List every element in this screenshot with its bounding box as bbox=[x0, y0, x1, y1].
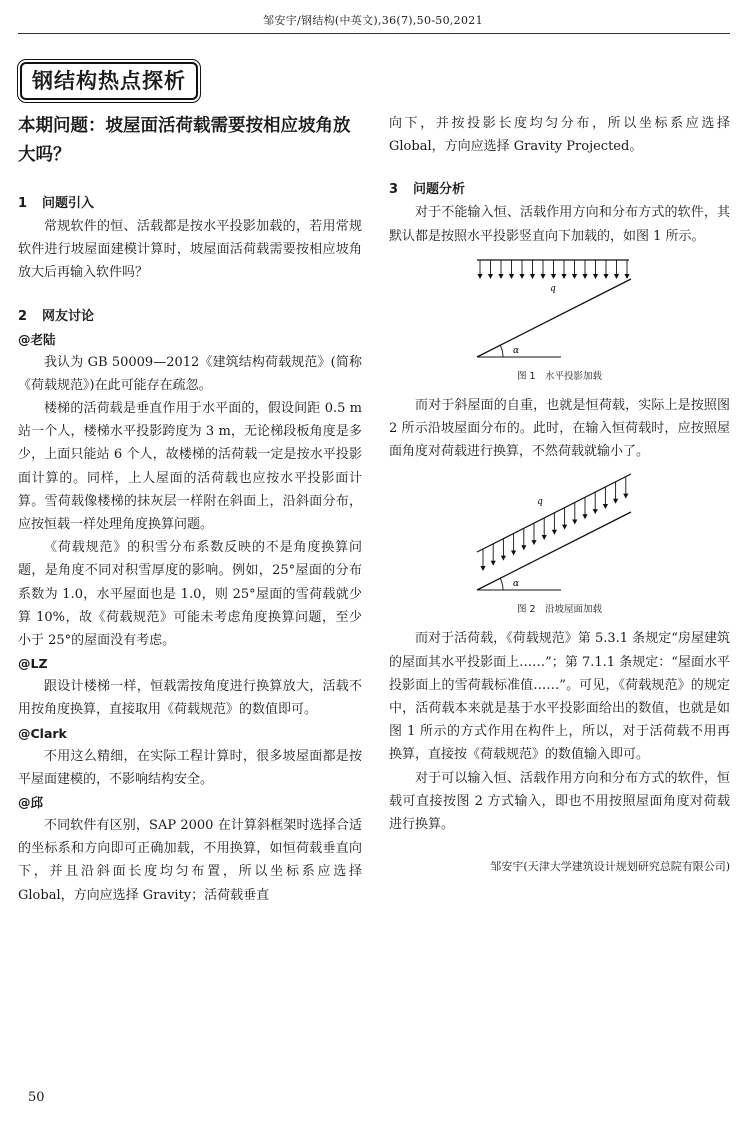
clark-paragraph: 不用这么精细，在实际工程计算时，很多坡屋面都是按平屋面建模的，不影响结构安全。 bbox=[18, 748, 362, 787]
section-3-number: 3 bbox=[389, 182, 399, 198]
section-1-paragraph: 常规软件的恒、活载都是按水平投影加载的，若用常规软件进行坡屋面建模计算时，坡屋面活荷载需要按相应坡角放大后再输入软件吗？ bbox=[18, 219, 362, 281]
running-header: 邹安宇/钢结构(中英文),36(7),50-50,2021 bbox=[263, 14, 483, 27]
load-arrow-head bbox=[613, 274, 618, 279]
section-1-number: 1 bbox=[18, 196, 28, 211]
load-arrow-head bbox=[477, 274, 482, 279]
load-arrow-head bbox=[508, 274, 513, 279]
angle-alpha-label: α bbox=[512, 345, 519, 356]
page-number: 50 bbox=[28, 1090, 45, 1105]
laolu-paragraph-3: 《荷载规范》的积雪分布系数反映的不是角度换算问题，是角度不同对积雪厚度的影响。例如，25°屋面的分布系数为 1.0，水平屋面也是 1.0，则 25°屋面的雪荷载就少算 10%，故《荷载规范》可能未考虑角度换算问题，至少小于 25°的屋面没有考虑。 bbox=[18, 540, 362, 649]
load-arrow-head bbox=[540, 274, 545, 279]
load-arrow-head bbox=[480, 566, 485, 571]
right-column bbox=[389, 112, 730, 876]
section-2-heading bbox=[18, 305, 362, 328]
load-arrow-head bbox=[487, 274, 492, 279]
angle-arc bbox=[500, 345, 503, 357]
section-1-title: 问题引入 bbox=[42, 196, 95, 211]
load-arrow-head bbox=[521, 546, 526, 551]
laolu-paragraph-1: 我认为 GB 50009—2012《建筑结构荷载规范》(简称《荷载规范》)在此可能存在疏忽。 bbox=[18, 354, 362, 393]
load-arrow-head bbox=[500, 556, 505, 561]
load-arrow-head bbox=[582, 515, 587, 520]
load-arrow-head bbox=[550, 274, 555, 279]
figure-2 bbox=[389, 472, 730, 618]
load-arrow-head bbox=[519, 274, 524, 279]
load-arrow-head bbox=[602, 504, 607, 509]
section-3-paragraph-1: 对于不能输入恒、活载作用方向和分布方式的软件，其默认都是按照水平投影竖直向下加载的，如图 1 所示。 bbox=[389, 205, 730, 244]
figure-1-caption: 图 1 水平投影加载 bbox=[516, 370, 603, 382]
laolu-paragraph-2: 楼梯的活荷载是垂直作用于水平面的，假设间距 0.5 m 站一个人，楼梯水平投影跨度为 3 m，无论梯段板角度是多少，上面只能站 6 个人，故楼梯的活荷载一定是按水平投影面计算的。同样，上人屋面的活荷载也应按水平投影面计算。雪荷载像楼梯的抹灰层一样附在斜面上，沿斜面分布，应按恒载一样处理角度换算问题。 bbox=[18, 401, 362, 533]
angle-alpha-label: α bbox=[512, 579, 519, 590]
load-arrow-head bbox=[511, 551, 516, 556]
article-title: 本期问题：坡屋面活荷载需要按相应坡角放大吗？ bbox=[18, 116, 351, 165]
section-1-heading bbox=[18, 192, 362, 215]
header-rule bbox=[18, 33, 730, 34]
section-3-paragraph-4: 对于可以输入恒、活载作用方向和分布方式的软件，恒载可直接按图 2 方式输入，即也不用按照屋面角度对荷载进行换算。 bbox=[389, 770, 730, 833]
load-arrow-head bbox=[582, 274, 587, 279]
figure-2-diagram bbox=[475, 472, 645, 600]
load-arrow-head bbox=[592, 274, 597, 279]
commenter-qiu: @邱 bbox=[18, 795, 44, 811]
qiu-paragraph: 不同软件有区别，SAP 2000 在计算斜框架时选择合适的坐标系和方向即可正确加载，不用换算，如恒荷载垂直向下，并且沿斜面长度均匀布置，所以坐标系应选择 Global，方向应选择 Gravity；活荷载垂直 bbox=[18, 818, 362, 903]
qiu-paragraph-continued: 向下，并按投影长度均匀分布，所以坐标系应选择 Global，方向应选择 Gravity Projected。 bbox=[389, 116, 730, 155]
figure-1-diagram bbox=[475, 257, 645, 367]
section-3-title: 问题分析 bbox=[413, 182, 466, 198]
load-arrow-head bbox=[541, 535, 546, 540]
load-q-label: q bbox=[549, 283, 556, 294]
load-arrow-head bbox=[490, 561, 495, 566]
author-affiliation: 邹安宇(天津大学建筑设计规划研究总院有限公司) bbox=[490, 860, 730, 874]
load-arrows bbox=[477, 260, 629, 279]
left-column bbox=[18, 112, 362, 907]
load-q-label: q bbox=[536, 497, 543, 508]
load-arrow-head bbox=[551, 530, 556, 535]
figure-2-caption: 图 2 沿坡屋面加载 bbox=[516, 604, 603, 616]
load-arrow-head bbox=[531, 541, 536, 546]
section-2-number: 2 bbox=[18, 308, 28, 324]
commenter-laolu: @老陆 bbox=[18, 331, 56, 347]
load-arrow-head bbox=[624, 274, 629, 279]
load-arrow-head bbox=[571, 274, 576, 279]
load-arrow-head bbox=[562, 525, 567, 530]
load-arrow-head bbox=[623, 494, 628, 499]
load-arrow-head bbox=[613, 499, 618, 504]
section-3-paragraph-3: 而对于活荷载，《荷载规范》第 5.3.1 条规定“房屋建筑的屋面其水平投影面上……”；第 7.1.1 条规定：“屋面水平投影面上的雪荷载标准值……”。可见，《荷载规范》的规定中，活荷载本来就是基于水平投影面给出的数值，也就是如图 1 所示的方式作用在构件上，所以，对于活荷载不用再换算，直接按《荷载规范》的数值输入即可。 bbox=[389, 631, 730, 763]
angle-arc bbox=[500, 579, 503, 591]
section-2-title: 网友讨论 bbox=[42, 308, 95, 324]
commenter-clark: @Clark bbox=[18, 725, 67, 741]
load-arrow-head bbox=[592, 510, 597, 515]
load-arrow-head bbox=[529, 274, 534, 279]
column-title: 钢结构热点探析 bbox=[20, 62, 198, 100]
load-arrow-head bbox=[498, 274, 503, 279]
section-3-heading bbox=[389, 178, 730, 201]
commenter-lz: @LZ bbox=[18, 656, 48, 672]
section-3-paragraph-2: 而对于斜屋面的自重，也就是恒荷载，实际上是按照图 2 所示沿坡屋面分布的。此时，在输入恒荷载时，应按照屋面角度对荷载进行换算，不然荷载就输小了。 bbox=[389, 397, 730, 460]
load-arrow-head bbox=[561, 274, 566, 279]
load-arrow-head bbox=[572, 520, 577, 525]
figure-1 bbox=[389, 257, 730, 385]
lz-paragraph: 跟设计楼梯一样，恒载需按角度进行换算放大，活载不用按角度换算，直接取用《荷载规范》的数值即可。 bbox=[18, 679, 362, 718]
load-arrows bbox=[480, 477, 628, 571]
load-arrow-head bbox=[603, 274, 608, 279]
